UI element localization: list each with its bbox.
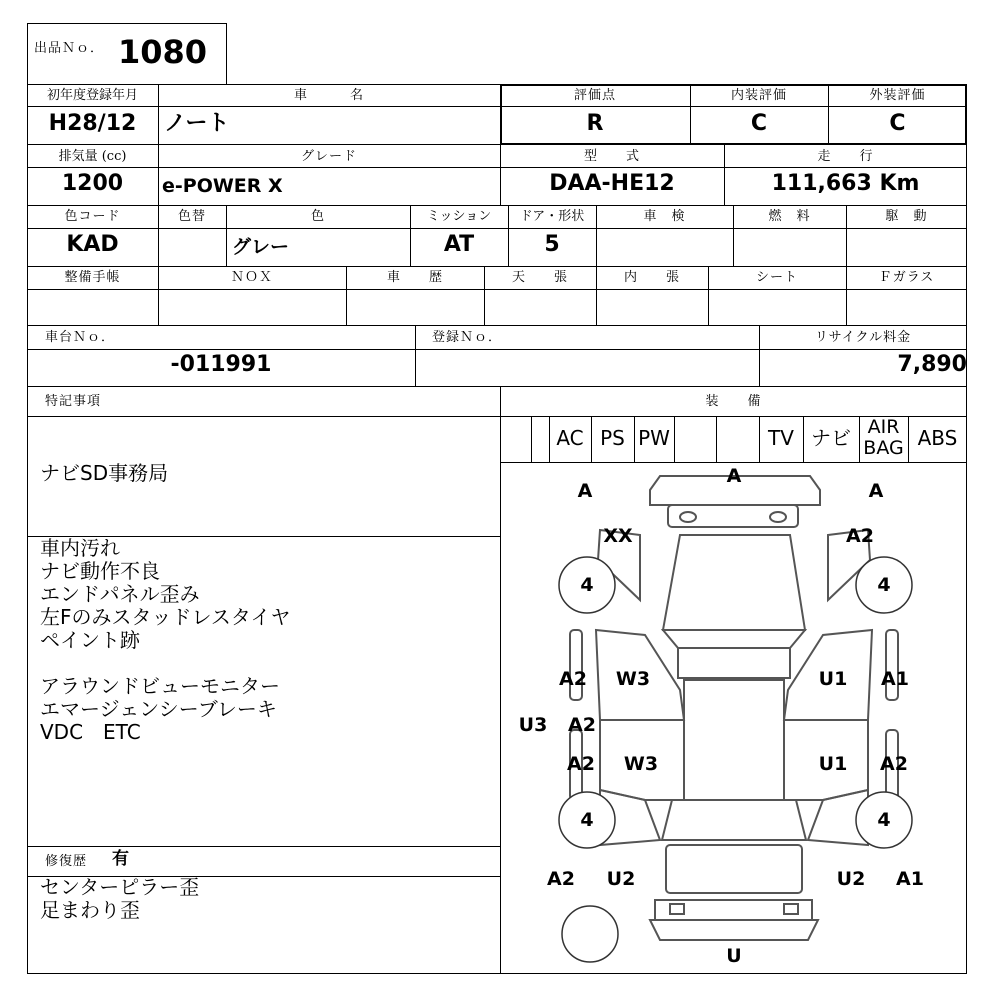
first-reg-label: 初年度登録年月 <box>46 88 138 103</box>
chassis-label: 車台Ｎｏ． <box>45 330 116 345</box>
mark-right-door-f: A1 <box>881 668 909 690</box>
equipment-label: 装 備 <box>705 394 762 409</box>
repair-note-line: センターピラー歪 <box>40 875 200 899</box>
lot-label: 出品Ｎｏ． <box>34 41 105 56</box>
mark-left-a2-mid: A2 <box>568 714 596 736</box>
reg-no-label: 登録Ｎｏ． <box>432 330 503 345</box>
displacement-value: 1200 <box>61 171 124 196</box>
nox-label: ＮＯＸ <box>230 270 273 285</box>
equipment-item: PW <box>638 426 670 450</box>
interior-label: 内装評価 <box>730 88 787 103</box>
equipment-item: AC <box>556 426 584 450</box>
displacement-label: 排気量 (cc) <box>58 149 127 164</box>
color-code-value: KAD <box>66 232 119 257</box>
color-value: グレー <box>232 236 290 258</box>
equipment-item: ABS <box>917 426 958 450</box>
mission-value: AT <box>443 232 475 257</box>
mark-right-door-r-u: U1 <box>818 753 848 775</box>
special-top-note: ナビSD事務局 <box>40 461 169 485</box>
recycle-label: リサイクル料金 <box>814 330 912 345</box>
ceiling-label: 天 張 <box>511 270 568 285</box>
doors-value: 5 <box>544 232 560 257</box>
mark-left-fender: A2 <box>559 668 587 690</box>
mark-left-u3: U3 <box>518 714 548 736</box>
grade-value: e-POWER X <box>162 175 283 197</box>
mark-left-door-r-w: W3 <box>623 753 659 775</box>
mark-front-bumper: A <box>726 465 742 487</box>
car-name-label: 車 名 <box>293 88 364 103</box>
mark-rear-bumper: U <box>726 945 742 967</box>
interior-trim-label: 内 張 <box>623 270 680 285</box>
doors-label: ドア・形状 <box>519 209 585 224</box>
recycle-value: 7,890 <box>897 352 967 377</box>
equipment-item: AIR BAG <box>863 416 904 459</box>
repair-label: 修復歴 <box>45 854 88 869</box>
mark-hood-right: A2 <box>846 525 874 547</box>
repaint-label: 色替 <box>177 209 206 224</box>
mileage-value: 111,663 Km <box>771 171 920 196</box>
mark-right-door-f-u: U1 <box>818 668 848 690</box>
mission-label: ミッション <box>426 209 492 224</box>
grade-label: グレード <box>300 149 357 164</box>
model-label: 型 式 <box>583 149 640 164</box>
model-value: DAA-HE12 <box>549 171 675 196</box>
score-value: R <box>586 111 604 136</box>
color-label: 色 <box>310 209 325 224</box>
special-label: 特記事項 <box>45 394 102 409</box>
special-note-line: アラウンドビューモニター <box>40 674 280 698</box>
equipment-item: ナビ <box>811 426 851 450</box>
special-note-line: ペイント跡 <box>40 628 140 652</box>
tyre-rl: 4 <box>580 809 594 831</box>
special-note-line: エンドパネル歪み <box>40 582 200 606</box>
special-note-line: VDC ETC <box>40 720 141 744</box>
mark-rear-right-a: A1 <box>896 868 924 890</box>
repair-note-line: 足まわり歪 <box>40 898 140 922</box>
mark-right-door-r: A2 <box>880 753 908 775</box>
mark-rear-left-u: U2 <box>606 868 636 890</box>
exterior-value: C <box>889 111 906 136</box>
tyre-fr: 4 <box>877 574 891 596</box>
mark-front-left: A <box>577 480 593 502</box>
mark-hood-left: XX <box>603 525 633 547</box>
exterior-label: 外装評価 <box>869 88 926 103</box>
tyre-rr: 4 <box>877 809 891 831</box>
seat-label: シート <box>755 270 798 285</box>
mileage-label: 走 行 <box>817 149 874 164</box>
repair-value: 有 <box>112 849 130 869</box>
special-note-line: エマージェンシーブレーキ <box>40 697 277 721</box>
equipment-item: PS <box>600 426 625 450</box>
equipment-item: TV <box>768 426 794 450</box>
mark-rear-left-a: A2 <box>547 868 575 890</box>
mark-left-door-r: A2 <box>567 753 595 775</box>
interior-value: C <box>750 111 768 136</box>
history-label: 車 歴 <box>386 270 443 285</box>
lot-number: 1080 <box>118 33 208 71</box>
drive-label: 駆 動 <box>885 209 928 224</box>
fuel-label: 燃 料 <box>768 209 811 224</box>
color-code-label: 色コード <box>64 209 121 224</box>
mark-front-right: A <box>868 480 884 502</box>
fglass-label: Ｆガラス <box>878 270 935 285</box>
special-note-line: 車内汚れ <box>40 536 120 560</box>
inspection-label: 車 検 <box>643 209 686 224</box>
mark-left-door-f-w: W3 <box>615 668 651 690</box>
maintenance-label: 整備手帳 <box>64 270 121 285</box>
tyre-fl: 4 <box>580 574 594 596</box>
mark-rear-right-u: U2 <box>836 868 866 890</box>
special-note-line: 左Fのみスタッドレスタイヤ <box>40 605 291 629</box>
car-name-value: ノート <box>164 111 230 136</box>
special-note-line: ナビ動作不良 <box>40 559 160 583</box>
score-label: 評価点 <box>573 88 616 103</box>
first-reg-value: H28/12 <box>48 111 137 136</box>
chassis-value: -011991 <box>170 352 272 377</box>
